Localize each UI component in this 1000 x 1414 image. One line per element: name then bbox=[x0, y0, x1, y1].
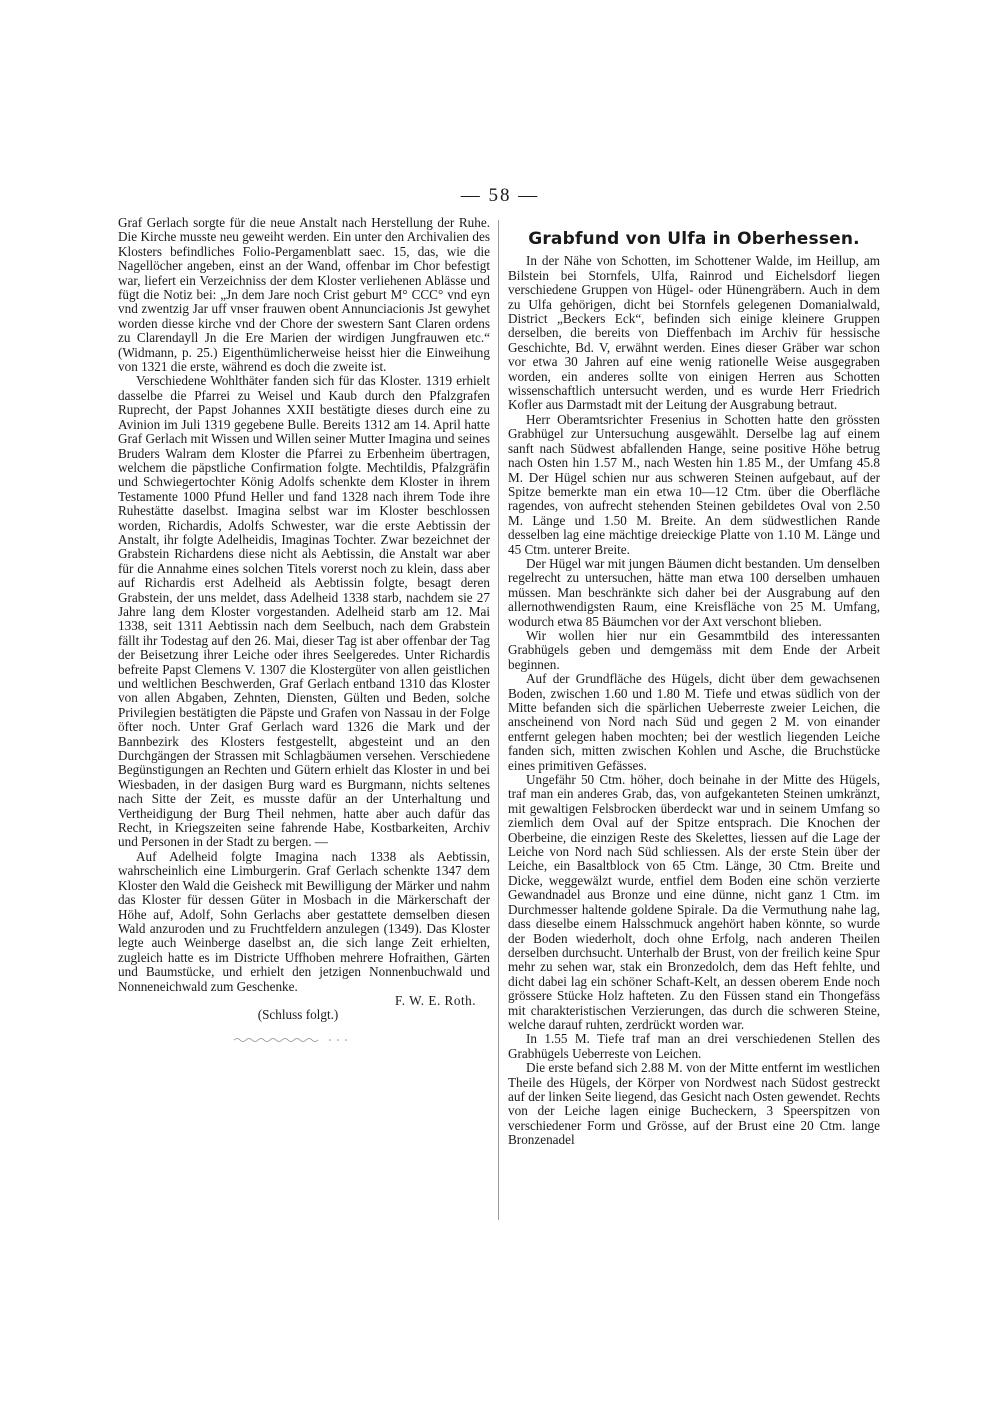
right-paragraph-4: Wir wollen hier nur ein Gesammtbild des interessanten Grabhügels geben und demgemäss mit dem Ende der Arbeit beginnen. bbox=[508, 627, 880, 672]
author-signature: F. W. E. Roth. bbox=[394, 992, 476, 1008]
decorative-divider bbox=[234, 1037, 354, 1043]
right-paragraph-8: Die erste befand sich 2.88 M. von der Mitte entfernt im westlichen Theile des Hügels, der Körper von Nordwest nach Südost gestreckt auf der linken Seite liegend, das Gesicht nach Osten gewendet. Rechts von der Leiche lagen einige Bucheckern, 3 Speerspitzen von verschiedener Form und Grösse, auf der Brust eine 20 Ctm. lange Bronzenadel bbox=[508, 1060, 880, 1148]
right-paragraph-7: In 1.55 M. Tiefe traf man an drei verschiedenen Stellen des Grabhügels Ueberreste von Leichen. bbox=[508, 1031, 880, 1061]
right-paragraph-3: Der Hügel war mit jungen Bäumen dicht bestanden. Um denselben regelrecht zu untersuchen, hätte man etwa 100 derselben umhauen müssen. Man beschränkte sich daher bei der Ausgrabung auf den allernothwendigsten Raum, eine Kreisfläche von 25 M. Umfang, wodurch etwa 85 Bäumchen vor der Axt verschont blieben. bbox=[508, 555, 880, 629]
continued-note: (Schluss folgt.) bbox=[257, 1007, 339, 1023]
left-column bbox=[118, 216, 490, 1046]
page-number: — 58 — bbox=[460, 185, 540, 206]
right-paragraph-6: Ungefähr 50 Ctm. höher, doch beinahe in der Mitte des Hügels, traf man ein anderes Grab, das, von aufgekanteten Steinen umkränzt, mit gewaltigen Felsbrocken überdeckt war und in seinem Umfang so ziemlich dem Oval auf der Spitze entsprach. Die Knochen der Oberbeine, die einzigen Reste des Skelettes, liessen auf die Lage der Leiche von Nord nach Süd schliessen. Als der erste Stein über der Leiche, ein Basaltblock von 65 Ctm. Länge, 30 Ctm. Breite und Dicke, weggewälzt wurde, entfiel dem Boden eine schön verzierte Gewandnadel aus Bronze und eine dünne, nicht ganz 1 Ctm. im Durchmesser haltende goldene Spirale. Da die Vermuthung nahe lag, dass dieselbe einem Halsschmuck angehört haben könnte, so wurde der Boden wiederholt, doch ohne Erfolg, nach anderen Theilen derselben durchsucht. Unterhalb der Brust, von der freilich keine Spur mehr zu sehen war, stak ein Bronzedolch, dem das Heft fehlte, und dicht dabei lag ein schöner Schaft-Kelt, an dessen oberem Ende noch grössere Stücke Holz hafteten. Zu den Füssen stand ein Thongefäss mit charakteristischen Verzierungen, das durch die schweren Steine, welche darauf ruhten, zerdrückt worden war. bbox=[508, 772, 880, 1032]
column-divider bbox=[498, 220, 499, 1220]
article-heading: Grabfund von Ulfa in Oberhessen. bbox=[528, 229, 860, 249]
right-column bbox=[508, 229, 880, 1148]
right-paragraph-2: Herr Oberamtsrichter Fresenius in Schotten hatte den grössten Grabhügel zur Untersuchung ausgewählt. Derselbe lag auf einem sanft nach Südwest abfallenden Hange, seine positive Höhe betrug nach Osten hin 1.57 M., nach Westen hin 1.85 M., der Umfang 45.8 M. Der Hügel schien nur aus schweren Steinen aufgebaut, auf der Spitze bemerkte man ein etwa 10—12 Ctm. über die Oberfläche ragendes, von aufrecht stehenden Steinen gebildetes Oval von 2.50 M. Länge und 1.50 M. Breite. An dem südwestlichen Rande desselben lag eine mächtige dreieckige Platte von 1.10 M. Länge und 45 Ctm. unterer Breite. bbox=[508, 411, 880, 557]
left-paragraph-2: Verschiedene Wohlthäter fanden sich für das Kloster. 1319 erhielt dasselbe die Pfarrei zu Weisel und Kaub durch den Pfalzgrafen Ruprecht, der Papst Johannes XXII bestätigte dieses durch eine zu Avinion im Juli 1319 gegebene Bulle. Bereits 1312 am 14. April hatte Graf Gerlach mit Wissen und Willen seiner Mutter Imagina und seines Bruders Walram dem Kloster die Pfarrei zu Erbenheim übertragen, welchem die päpstliche Confirmation folgte. Mechtildis, Pfalzgräfin und Schwiegertochter König Adolfs schenkte dem Kloster in ihrem Testamente 1000 Pfund Heller und fand 1328 nach ihrem Tode ihre Ruhestätte daselbst. Imagina selbst war im Kloster beschlossen worden, Richardis, Adolfs Schwester, war die erste Aebtissin der Anstalt, ihr folgte Adelheidis, Imaginas Tochter. Zwar bezeichnet der Grabstein Richardens diese nicht als Aebtissin, die Anstalt war aber für die Annahme eines solchen Titels vorerst noch zu klein, dass aber auf Richardis erst Adelheid als Aebtissin folgte, besagt deren Grabstein, der uns meldet, dass Adelheid 1338 starb, nachdem sie 27 Jahre lang dem Kloster vorgestanden. Adelheid starb am 12. Mai 1338, seit 1311 Aebtissin nach dem Seelbuch, nach dem Grabstein fällt ihr Todestag auf den 26. Mai, dieser Tag ist aber offenbar der Tag der Beisetzung ihrer Leiche oder ihres Seelgeredes. Unter Richardis befreite Papst Clemens V. 1307 die Klostergüter von allen geistlichen und weltlichen Beschwerden, Graf Gerlach entband 1310 das Kloster von allen Abgaben, Zehnten, Diensten, Gülten und Beden, solche Privilegien bestätigten die Päpste und Grafen von Nassau in der Folge öfter noch. Unter Graf Gerlach ward 1326 die Mark und der Bannbezirk des Klosters festgestellt, abgesteint und an den Durchgängen der Strassen mit Schlagbäumen versehen. Verschiedene Begünstigungen an Rechten und Gütern erhielt das Kloster in und bei Wiesbaden, in der dasigen Burg ward es Burgmann, nichts seltenes nach Sitte der Zeit, es musste dafür an der Unterhaltung und Vertheidigung der Burg Theil nehmen, hatte aber auch dafür das Recht, in Kriegszeiten seine fahrende Habe, Kostbarkeiten, Archiv und Personen in der Stadt zu bergen. — bbox=[118, 373, 490, 850]
right-paragraph-1: In der Nähe von Schotten, im Schottener Walde, im Heillup, am Bilstein bei Stornfels, Ulfa, Rainrod und Eichelsdorf liegen verschiedene Gruppen von Hügel- oder Hünengräbern. Auch in dem zu Ulfa gehörigen, dicht bei Stornfels gelegenen Domanialwald, District „Beckers Eck“, befinden sich einige kleinere Gruppen derselben, die bereits von Dieffenbach im Archiv für hessische Geschichte, Bd. V, erwähnt werden. Eines dieser Gräber war schon vor etwa 30 Jahren auf eine wenig rationelle Weise ausgegraben worden, ein anderes sollte von einigen Herren aus Schotten wissenschaftlich untersucht werden, und es wurde Herr Friedrich Kofler aus Darmstadt mit der Leitung der Ausgrabung betraut. bbox=[508, 253, 880, 413]
left-paragraph-3: Auf Adelheid folgte Imagina nach 1338 als Aebtissin, wahrscheinlich eine Limburgerin. Graf Gerlach schenkte 1347 dem Kloster den Wald die Geisheck mit Bewilligung der Märker und nahm das Kloster für dessen Güter in Mosbach in die Märkerschaft der Höhe auf, Adolf, Sohn Gerlachs aber gestattete demselben diesen Wald anzuroden und zu Fruchtfeldern anzulegen (1349). Das Kloster legte auch Weinberge daselbst an, die sich lange Zeit erhielten, zugleich hatte es im Districte Uffhoben mehrere Hofraithen, Gärten und Baumstücke, und erhielt den jetzigen Nonnenbuchwald und Nonneneichwald zum Geschenke. bbox=[118, 848, 490, 994]
right-paragraph-5: Auf der Grundfläche des Hügels, dicht über dem gewachsenen Boden, zwischen 1.60 und 1.80 M. Tiefe und etwas südlich von der Mitte befanden sich die spärlichen Ueberreste zweier Leichen, die anscheinend von Nord nach Süd und gegen 2 M. von einander entfernt gelegen haben mochten; bei der westlich liegenden Leiche fanden sich, mitten zwischen Kohlen und Asche, die Bruchstücke eines primitiven Gefässes. bbox=[508, 671, 880, 773]
left-paragraph-1: Graf Gerlach sorgte für die neue Anstalt nach Herstellung der Ruhe. Die Kirche musste neu geweiht werden. Ein unter den Archivalien des Klosters befindliches Folio-Pergamenblatt saec. 15, das, wie die Nagellöcher angeben, einst an der Wand, offenbar im Chor befestigt war, liefert ein Verzeichniss der dem Kloster verliehenen Ablässe und fügt die Notiz bei: „Jn dem Jare noch Crist geburt M° CCC° vnd eyn vnd zwentzig Jar uff vnser frauwen obent Annunciacionis Jst gewyhet worden diesse kirche vnd der Chore der swestern Sant Claren ordens zu Clarendayll Jn die Ere Marien der wirdigen Jungfrauwen etc.“ (Widmann, p. 25.) Eigenthümlicherweise heisst hier die Einweihung von 1321 die erste, während es doch die zweite ist. bbox=[118, 215, 490, 375]
